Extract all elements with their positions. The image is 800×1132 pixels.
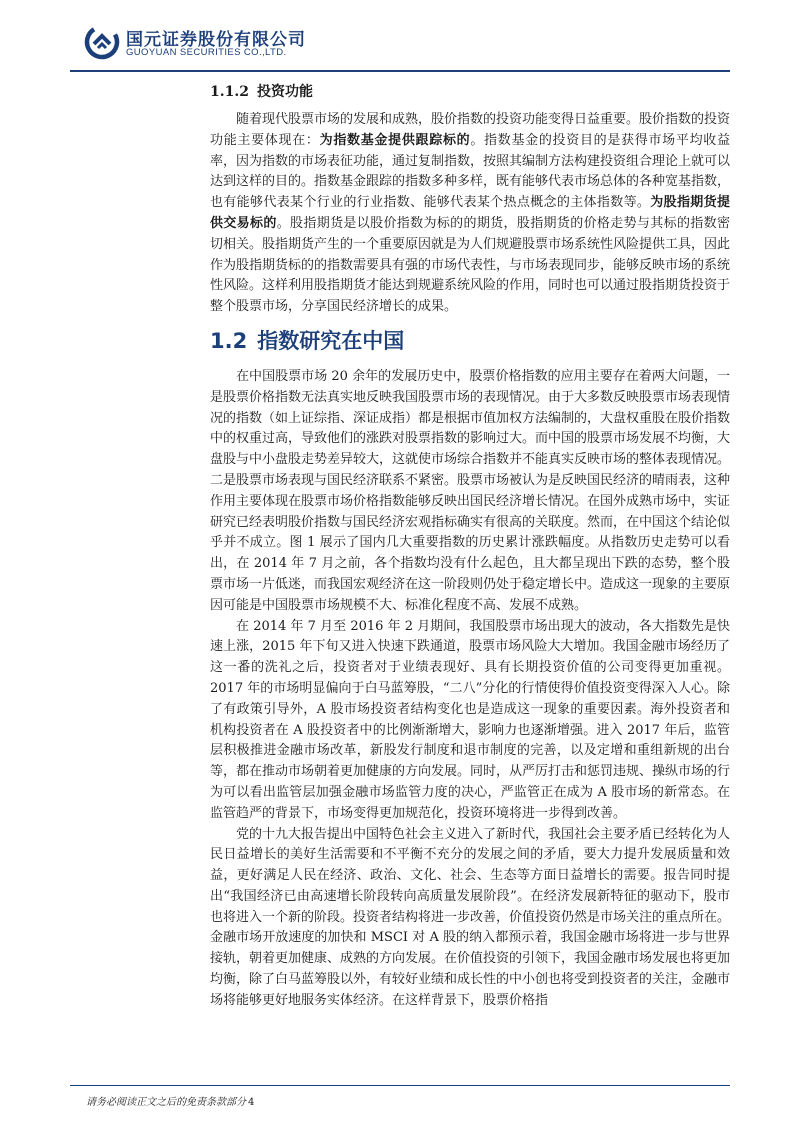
footer-disclaimer (86, 1093, 254, 1108)
page-number: 4 (248, 1097, 255, 1108)
paragraph-1: 在中国股票市场 20 余年的发展历史中，股票价格指数的应用主要存在着两大问题，一是股票价格指数无法真实地反映我国股票市场的表现情况。由于大多数反映股票市场表现情况的指数（如上证综指、深证成指）都是根据市值加权方法编制的，大盘权重股在股价指数中的权重过高，导致他们的涨跌对股票指数的影响过大。而中国的股票市场发展不均衡，大盘股与中小盘股走势差异较大，这就使市场综合指数并不能真实反映市场的整体表现情况。二是股票市场表现与国民经济联系不紧密。股票市场被认为是反映国民经济的晴雨表，这种作用主要体现在股票市场价格指数能够反映出国民经济增长情况。在国外成熟市场中，实证研究已经表明股价指数与国民经济宏观指标确实有很高的关联度。然而，在中国这个结论似乎并不成立。图 1 展示了国内几大重要指数的历史累计涨跌幅度。从指数历史走势可以看出，在 2014 年 7 月之前，各个指数均没有什么起色，且大都呈现出下跌的态势，整个股票市场一片低迷，而我国宏观经济在这一阶段则仍处于稳定增长中。造成这一现象的主要原因可能是中国股票市场规模不大、标准化程度不高、发展不成熟。 (210, 368, 731, 613)
header-divider (70, 70, 730, 72)
section-heading-1-1-2 (210, 82, 730, 102)
company-name-en: GUOYUAN SECURITIES CO.,LTD. (126, 47, 287, 58)
section-number: 1.2 (210, 328, 248, 353)
guoyuan-logo-icon (84, 24, 120, 60)
text-run: 。指数基金的投资目的是获得市场平均收益率，因为指数的市场表征功能，通过复制指数，按照其编制方法构建投资组合理论上就可以达到这样的目的。指数基金跟踪的指数多种多样，既有能够代表市场总体的各种宽基指数，也有能够代表某个行业的行业指数、能够代表某个热点概念的主体指数等。 (210, 132, 731, 211)
document-body (210, 82, 730, 1012)
paragraph-2: 在 2014 年 7 月至 2016 年 2 月期间，我国股票市场出现大的波动，各大指数先是快速上涨，2015 年下旬又进入快速下跌通道，股票市场风险大大增加。我国金融市场经历了这一番的洗礼之后，投资者对于业绩表现好、具有长期投资价值的公司变得更加重视。2017 年的市场明显偏向于白马蓝筹股，“二八”分化的行情使得价值投资变得深入人心。除了有政策引导外，A 股市场投资者结构变化也是造成这一现象的重要因素。海外投资者和机构投资者在 A 股投资者中的比例渐渐增大，影响力也逐渐增强。进入 2017 年后，监管层积极推进金融市场改革，新股发行制度和退市制度的完善，以及定增和重组新规的出台等，都在推动市场朝着更加健康的方向发展。同时，从严厉打击和惩罚违规、操纵市场的行为可以看出监管层加强金融市场监管力度的决心，严监管正在成为 A 股市场的新常态。在监管趋严的背景下，市场变得更加规范化，投资环境将进一步得到改善。 (210, 618, 731, 821)
paragraph-investment-function (210, 110, 730, 318)
section-number: 1.1.2 (210, 84, 249, 100)
bold-text-run: 为指数基金提供跟踪标的 (319, 132, 471, 148)
section-heading-1-2 (210, 326, 730, 356)
bold-text-run: 为股指期货提供交易标的 (210, 195, 730, 231)
text-run: 随着现代股票市场的发展和成熟，股价指数的投资功能变得日益重要。股价指数的投资功能主要体现在： (210, 112, 731, 148)
paragraph-3: 党的十九大报告提出中国特色社会主义进入了新时代，我国社会主要矛盾已经转化为人民日益增长的美好生活需要和不平衡不充分的发展之间的矛盾，要大力提升发展质量和效益，更好满足人民在经济、政治、文化、社会、生态等方面日益增长的需要。报告同时提出“我国经济已由高速增长阶段转向高质量发展阶段”。在经济发展新特征的驱动下，股市也将进入一个新的阶段。投资者结构将进一步改善，价值投资仍然是市场关注的重点所在。金融市场开放速度的加快和 MSCI 对 A 股的纳入都预示着，我国金融市场将进一步与世界接轨，朝着更加健康、成熟的方向发展。在价值投资的引领下，我国金融市场发展也将更加均衡，除了白马蓝筹股以外，有较好业绩和成长性的中小创也将受到投资者的关注，金融市场将能够更好地服务实体经济。在这样背景下，股票价格指 (210, 826, 731, 1008)
footer-divider (70, 1085, 730, 1086)
disclaimer-text: 请务必阅读正文之后的免责条款部分 (86, 1097, 246, 1108)
page-header (84, 22, 724, 66)
section-title: 投资功能 (256, 84, 313, 100)
text-run: 。股指期货是以股价指数为标的的期货，股指期货的价格走势与其标的指数密切相关。股指期货产生的一个重要原因就是为人们规避股票市场系统性风险提供工具，因此作为股指期货标的的指数需要具有强的市场代表性，与市场表现同步，能够反映市场的系统性风险。这样利用股指期货才能达到规避系统风险的作用，同时也可以通过股指期货投资于整个股票市场，分享国民经济增长的成果。 (210, 215, 731, 315)
section-title: 指数研究在中国 (257, 328, 405, 353)
company-name-cn: 国元证券股份有限公司 (126, 30, 306, 50)
